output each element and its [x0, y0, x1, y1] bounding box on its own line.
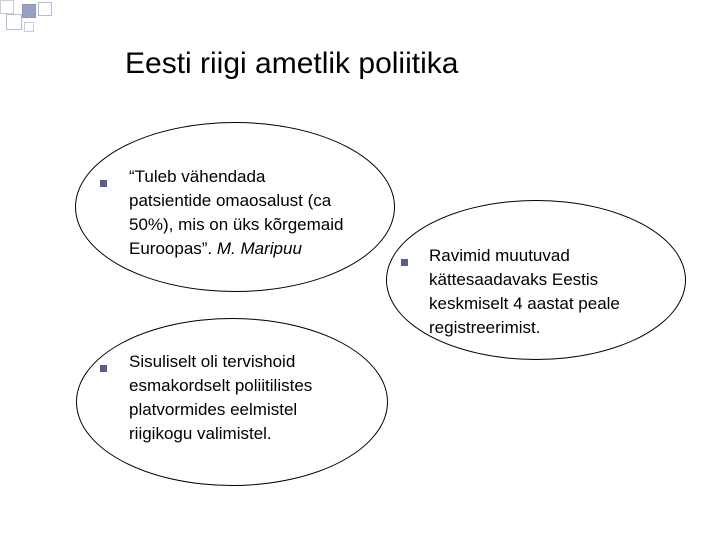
bullet-text-quote: [129, 165, 343, 261]
text-line: “Tuleb vähendada: [129, 167, 266, 186]
text-line: keskmiselt 4 aastat peale: [429, 294, 620, 313]
square-bullet-icon: [100, 359, 107, 366]
deco-square-icon: [6, 14, 22, 30]
quote-end-text: Euroopas”.: [129, 239, 217, 258]
deco-square-icon: [38, 2, 52, 16]
text-line: platvormides eelmistel: [129, 400, 298, 419]
deco-square-icon: [22, 4, 36, 18]
deco-square-icon: [0, 0, 14, 14]
deco-square-icon: [24, 22, 34, 32]
text-line: Ravimid muutuvad: [429, 246, 570, 265]
text-line: patsientide omaosalust (ca: [129, 191, 332, 210]
bullet-text-healthcare: [129, 350, 312, 446]
slide-title: Eesti riigi ametlik poliitika: [125, 47, 459, 80]
text-line: [129, 237, 343, 261]
text-line: esmakordselt poliitilistes: [129, 376, 313, 395]
corner-decoration: [0, 0, 60, 45]
square-bullet-icon: [401, 253, 408, 260]
text-line: 50%), mis on üks kõrgemaid: [129, 215, 344, 234]
text-line: riigikogu valimistel.: [129, 424, 272, 443]
author-name: M. Maripuu: [216, 239, 302, 258]
text-line: kättesaadavaks Eestis: [429, 270, 599, 289]
square-bullet-icon: [100, 174, 107, 181]
bullet-text-medicines: [429, 244, 620, 340]
text-line: Sisuliselt oli tervishoid: [129, 352, 296, 371]
text-line: registreerimist.: [429, 318, 541, 337]
